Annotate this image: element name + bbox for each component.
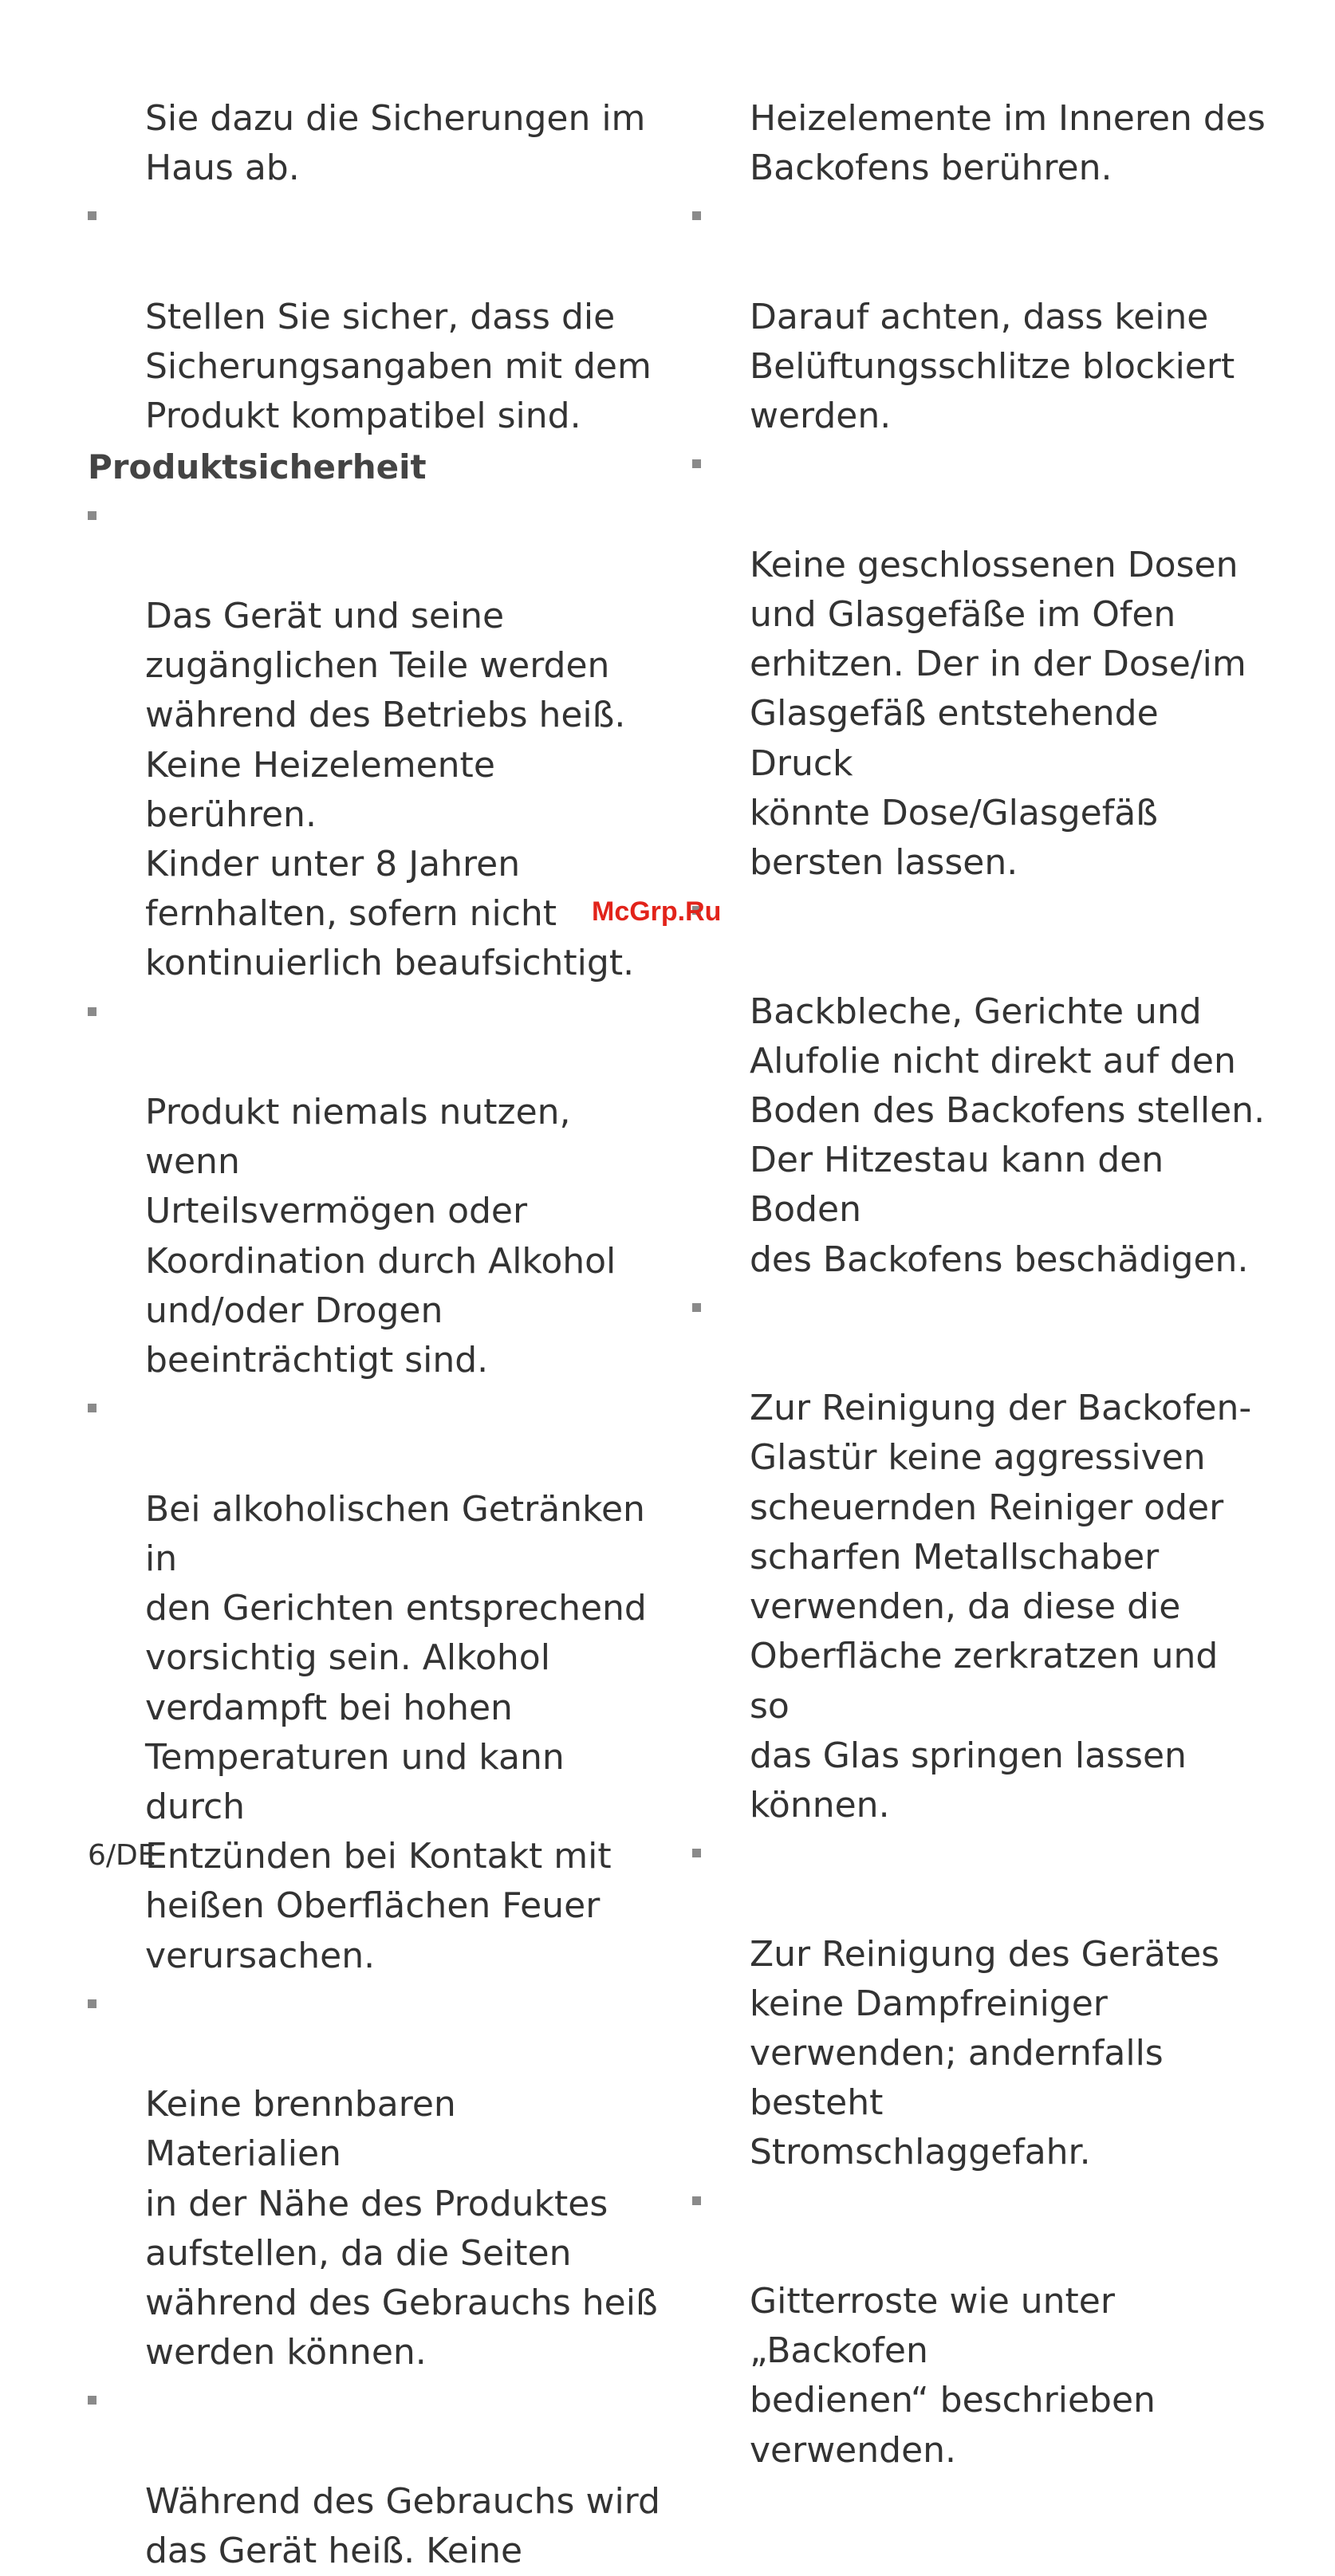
square-bullet-icon bbox=[88, 211, 96, 220]
bullet-item bbox=[88, 1385, 662, 1980]
bullet-item bbox=[692, 193, 1266, 441]
bullet-text: Zur Reinigung des Gerätes keine Dampfreiniger verwenden; andernfalls besteht Stromschlaggefahr. bbox=[750, 1933, 1220, 2173]
square-bullet-icon bbox=[88, 511, 96, 520]
bullet-item bbox=[88, 989, 662, 1386]
bullet-item bbox=[692, 888, 1266, 1285]
left-column bbox=[88, 94, 662, 2576]
watermark-link[interactable]: McGrp.Ru bbox=[592, 896, 722, 927]
bullet-text: Das Gerät und seine zugänglichen Teile werden während des Betriebs heiß. Keine Heizelemente berühren. Kinder unter 8 Jahren fernhalten, sofern nicht kontinuierlich beaufsichtigt. bbox=[145, 596, 635, 984]
right-column bbox=[692, 94, 1266, 2476]
bullet-item bbox=[692, 2178, 1266, 2476]
page-number: 6/DE bbox=[88, 1839, 156, 1872]
right-continuation-text: Heizelemente im Inneren des Backofens berühren. bbox=[750, 98, 1266, 189]
bullet-text: Zur Reinigung der Backofen- Glastür keine aggressiven scheuernden Reiniger oder scharfen Metallschaber verwenden, da diese die Oberfläche zerkratzen und so das Glas springen lassen können. bbox=[750, 1388, 1252, 1826]
bullet-item bbox=[88, 193, 662, 441]
bullet-item bbox=[692, 441, 1266, 888]
bullet-text: Stellen Sie sicher, dass die Sicherungsangaben mit dem Produkt kompatibel sind. bbox=[145, 296, 652, 437]
bullet-text: Während des Gebrauchs wird das Gerät heiß. Keine bbox=[145, 2480, 660, 2571]
square-bullet-icon bbox=[88, 2396, 96, 2405]
left-continuation-text: Sie dazu die Sicherungen im Haus ab. bbox=[145, 98, 646, 189]
square-bullet-icon bbox=[88, 1999, 96, 2008]
bullet-text: Backbleche, Gerichte und Alufolie nicht direkt auf den Boden des Backofens stellen. Der Hitzestau kann den Boden des Backofens beschädigen. bbox=[750, 991, 1266, 1280]
square-bullet-icon bbox=[692, 459, 701, 468]
bullet-text: Gitterroste wie unter „Backofen bedienen“ beschrieben verwenden. bbox=[750, 2280, 1156, 2471]
bullet-item bbox=[88, 1981, 662, 2378]
square-bullet-icon bbox=[88, 1007, 96, 1016]
bullet-text: Keine brennbaren Materialien in der Nähe des Produktes aufstellen, da die Seiten während des Gebrauchs heiß werden können. bbox=[145, 2084, 658, 2373]
bullet-item bbox=[88, 2377, 662, 2576]
square-bullet-icon bbox=[692, 1303, 701, 1312]
bullet-text: Darauf achten, dass keine Belüftungsschlitze blockiert werden. bbox=[750, 296, 1235, 437]
square-bullet-icon bbox=[692, 1849, 701, 1857]
bullet-item bbox=[692, 1285, 1266, 1830]
bullet-text: Bei alkoholischen Getränken in den Gerichten entsprechend vorsichtig sein. Alkohol verdampft bei hohen Temperaturen und kann durch Entzünden bei Kontakt mit heißen Oberflächen Feuer verursachen. bbox=[145, 1488, 647, 1976]
square-bullet-icon bbox=[88, 1404, 96, 1412]
square-bullet-icon bbox=[692, 2196, 701, 2205]
square-bullet-icon bbox=[692, 211, 701, 220]
bullet-item bbox=[88, 493, 662, 989]
section-heading: Produktsicherheit bbox=[88, 447, 427, 487]
bullet-text: Keine geschlossenen Dosen und Glasgefäße im Ofen erhitzen. Der in der Dose/im Glasgefäß entstehende Druck könnte Dose/Glasgefäß bersten lassen. bbox=[750, 544, 1246, 884]
bullet-item bbox=[692, 1830, 1266, 2177]
bullet-text: Produkt niemals nutzen, wenn Urteilsvermögen oder Koordination durch Alkohol und/oder Drogen beeinträchtigt sind. bbox=[145, 1092, 616, 1381]
